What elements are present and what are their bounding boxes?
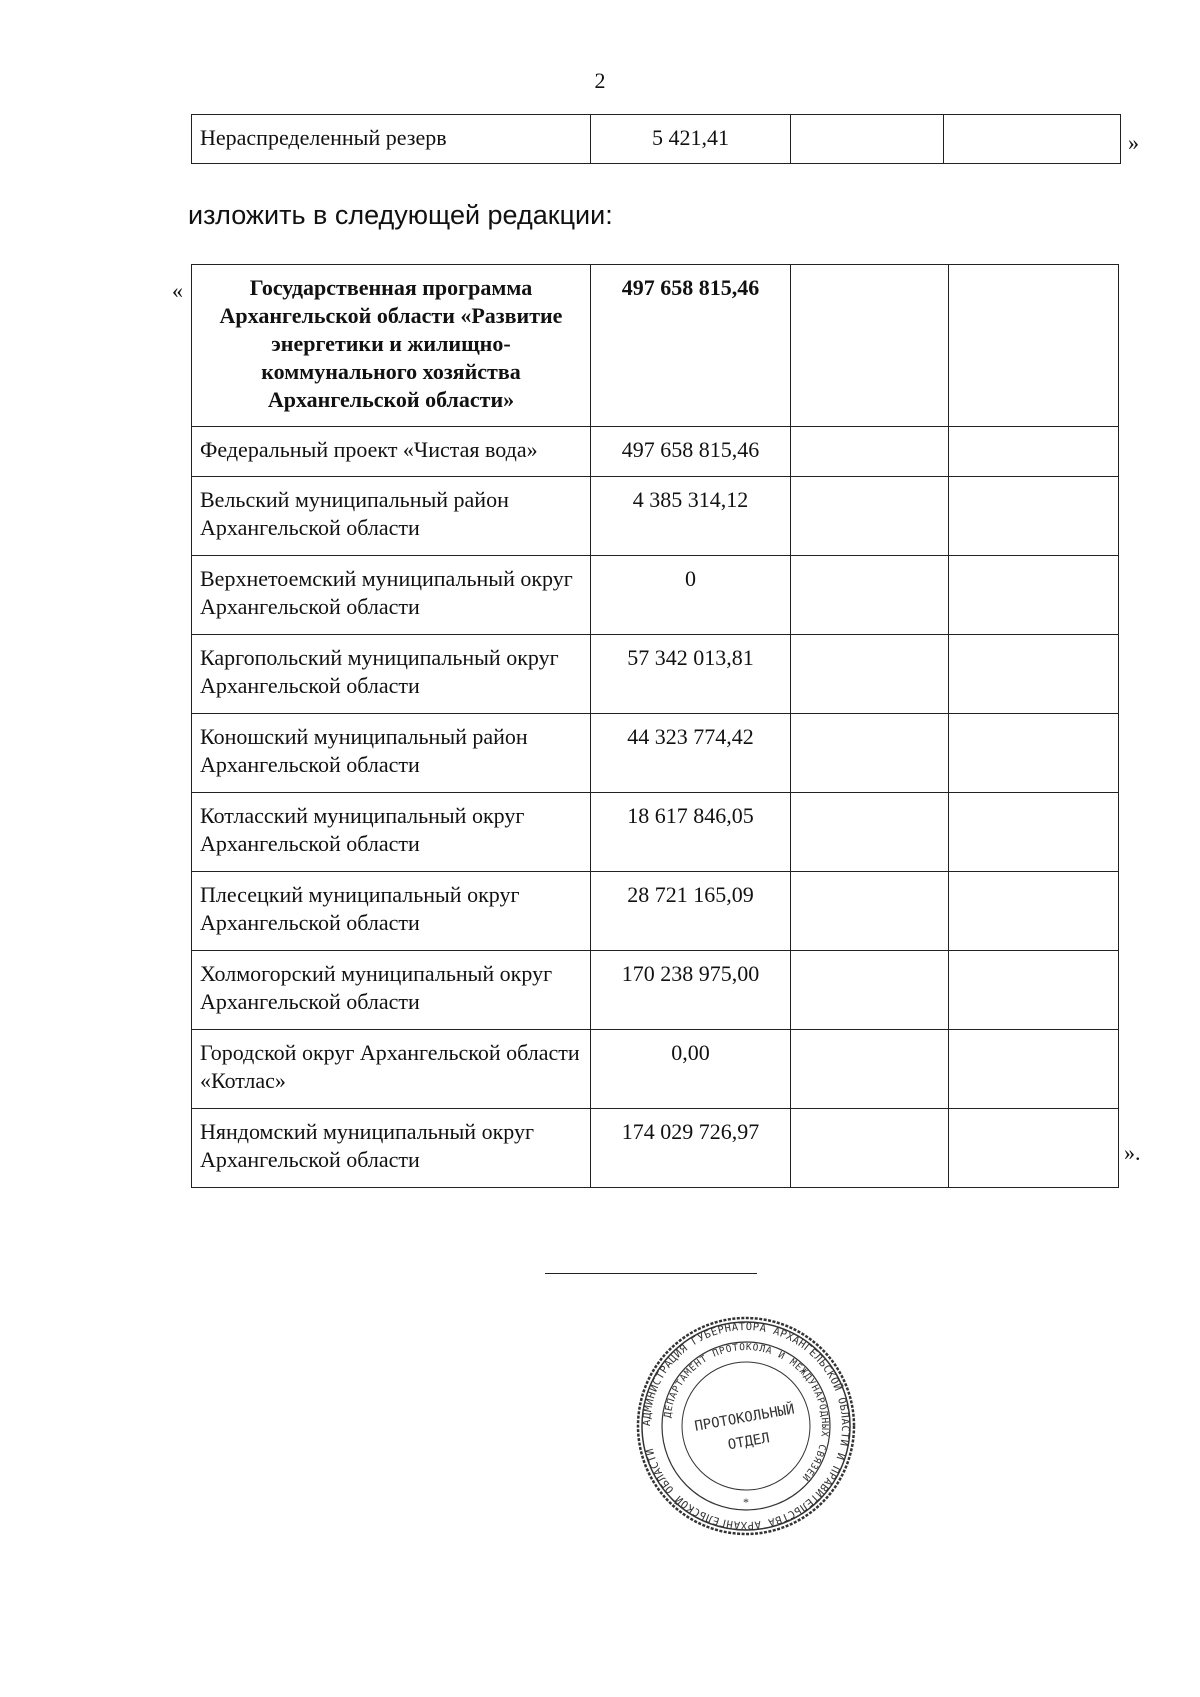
row-label: Плесецкий муниципальный округ Архангельской области	[192, 872, 591, 951]
empty-cell	[949, 793, 1119, 872]
row-value: 170 238 975,00	[591, 951, 791, 1030]
program-title: Государственная программа Архангельской области «Развитие энергетики и жилищно-коммунального хозяйства Архангельской области»	[192, 265, 591, 427]
empty-cell	[791, 872, 949, 951]
empty-cell	[791, 265, 949, 427]
empty-cell	[791, 1109, 949, 1188]
row-label: Федеральный проект «Чистая вода»	[192, 427, 591, 477]
svg-text:ПРОТОКОЛЬНЫЙ: ПРОТОКОЛЬНЫЙ	[693, 1401, 796, 1435]
empty-cell	[949, 427, 1119, 477]
empty-cell	[791, 115, 944, 164]
reserve-value: 5 421,41	[591, 115, 791, 164]
official-seal	[636, 1316, 856, 1536]
empty-cell	[949, 1109, 1119, 1188]
table-row	[192, 427, 1119, 477]
reserve-table	[191, 114, 1121, 164]
empty-cell	[949, 1030, 1119, 1109]
row-value: 44 323 774,42	[591, 714, 791, 793]
reserve-label: Нераспределенный резерв	[192, 115, 591, 164]
row-label: Няндомский муниципальный округ Архангельской области	[192, 1109, 591, 1188]
open-quote: «	[172, 278, 183, 303]
table-row	[192, 1109, 1119, 1188]
row-value: 28 721 165,09	[591, 872, 791, 951]
empty-cell	[944, 115, 1121, 164]
empty-cell	[949, 951, 1119, 1030]
table-row	[192, 714, 1119, 793]
table-row	[192, 872, 1119, 951]
row-label: Каргопольский муниципальный округ Архангельской области	[192, 635, 591, 714]
row-label: Котласский муниципальный округ Архангельской области	[192, 793, 591, 872]
row-value: 174 029 726,97	[591, 1109, 791, 1188]
empty-cell	[791, 951, 949, 1030]
table-row	[192, 115, 1121, 164]
row-value: 18 617 846,05	[591, 793, 791, 872]
empty-cell	[949, 635, 1119, 714]
table-row	[192, 1030, 1119, 1109]
row-label: Городской округ Архангельской области «Котлас»	[192, 1030, 591, 1109]
row-value: 497 658 815,46	[591, 427, 791, 477]
empty-cell	[791, 427, 949, 477]
row-label: Верхнетоемский муниципальный округ Архангельской области	[192, 556, 591, 635]
row-value: 0,00	[591, 1030, 791, 1109]
table-row	[192, 635, 1119, 714]
row-label: Коношский муниципальный район Архангельской области	[192, 714, 591, 793]
program-total: 497 658 815,46	[591, 265, 791, 427]
reserve-close-quote: »	[1128, 130, 1139, 155]
table-row	[192, 556, 1119, 635]
row-value: 57 342 013,81	[591, 635, 791, 714]
page-number: 2	[594, 68, 606, 93]
svg-text:ОТДЕЛ: ОТДЕЛ	[726, 1430, 771, 1454]
row-value: 0	[591, 556, 791, 635]
close-quote: ».	[1124, 1140, 1141, 1165]
empty-cell	[791, 556, 949, 635]
row-value: 4 385 314,12	[591, 477, 791, 556]
svg-text:ДЕПАРТАМЕНТ ПРОТОКОЛА И МЕЖДУН: ДЕПАРТАМЕНТ ПРОТОКОЛА И МЕЖДУНАРОДНЫХ СВЯЗЕЙ	[662, 1341, 831, 1484]
table-header-row	[192, 265, 1119, 427]
end-rule	[545, 1273, 757, 1274]
empty-cell	[791, 477, 949, 556]
lead-text: изложить в следующей редакции:	[188, 200, 613, 230]
row-label: Холмогорский муниципальный округ Архангельской области	[192, 951, 591, 1030]
empty-cell	[949, 477, 1119, 556]
empty-cell	[949, 872, 1119, 951]
empty-cell	[791, 635, 949, 714]
empty-cell	[949, 556, 1119, 635]
empty-cell	[791, 793, 949, 872]
svg-text:АДМИНИСТРАЦИЯ ГУБЕРНАТОРА АРХА: АДМИНИСТРАЦИЯ ГУБЕРНАТОРА АРХАНГЕЛЬСКОЙ ОБЛАСТИ И ПРАВИТЕЛЬСТВА АРХАНГЕЛЬСКОЙ ОБЛАСТИ	[640, 1320, 852, 1532]
empty-cell	[949, 714, 1119, 793]
row-label: Вельский муниципальный район Архангельской области	[192, 477, 591, 556]
table-row	[192, 793, 1119, 872]
svg-text:*: *	[743, 1495, 749, 1509]
empty-cell	[791, 714, 949, 793]
empty-cell	[949, 265, 1119, 427]
table-row	[192, 951, 1119, 1030]
table-row	[192, 477, 1119, 556]
allocation-table	[191, 264, 1119, 1188]
empty-cell	[791, 1030, 949, 1109]
